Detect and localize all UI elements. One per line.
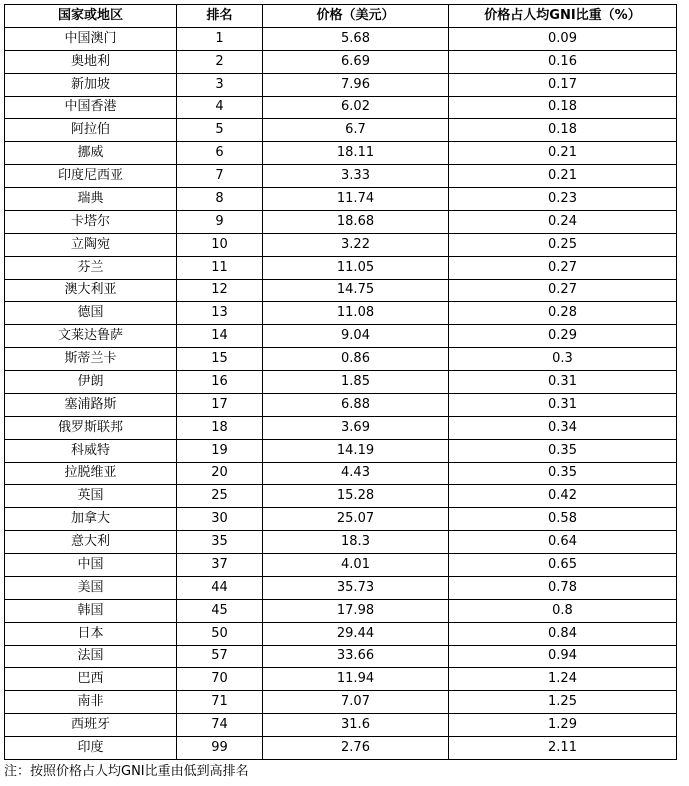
cell-country: 奥地利 bbox=[5, 50, 177, 73]
cell-rank: 30 bbox=[177, 508, 263, 531]
cell-gni-share: 0.27 bbox=[449, 279, 677, 302]
cell-country: 南非 bbox=[5, 691, 177, 714]
cell-rank: 99 bbox=[177, 737, 263, 760]
cell-gni-share: 0.24 bbox=[449, 210, 677, 233]
cell-gni-share: 0.65 bbox=[449, 554, 677, 577]
table-row bbox=[5, 119, 677, 142]
cell-rank: 57 bbox=[177, 645, 263, 668]
cell-rank: 20 bbox=[177, 462, 263, 485]
cell-country: 英国 bbox=[5, 485, 177, 508]
cell-price: 5.68 bbox=[263, 27, 449, 50]
cell-price: 4.01 bbox=[263, 554, 449, 577]
cell-gni-share: 0.23 bbox=[449, 188, 677, 211]
cell-price: 15.28 bbox=[263, 485, 449, 508]
cell-rank: 2 bbox=[177, 50, 263, 73]
table-row bbox=[5, 737, 677, 760]
cell-country: 澳大利亚 bbox=[5, 279, 177, 302]
cell-country: 芬兰 bbox=[5, 256, 177, 279]
table-row bbox=[5, 348, 677, 371]
table-row bbox=[5, 691, 677, 714]
header-country: 国家或地区 bbox=[5, 5, 177, 28]
cell-gni-share: 0.21 bbox=[449, 165, 677, 188]
table-row bbox=[5, 210, 677, 233]
cell-gni-share: 0.3 bbox=[449, 348, 677, 371]
cell-rank: 19 bbox=[177, 439, 263, 462]
cell-gni-share: 0.64 bbox=[449, 531, 677, 554]
cell-country: 法国 bbox=[5, 645, 177, 668]
cell-rank: 5 bbox=[177, 119, 263, 142]
cell-price: 3.69 bbox=[263, 416, 449, 439]
data-table bbox=[4, 4, 677, 760]
cell-price: 1.85 bbox=[263, 371, 449, 394]
cell-gni-share: 0.18 bbox=[449, 96, 677, 119]
cell-gni-share: 0.35 bbox=[449, 439, 677, 462]
table-row bbox=[5, 165, 677, 188]
cell-gni-share: 0.42 bbox=[449, 485, 677, 508]
cell-rank: 12 bbox=[177, 279, 263, 302]
cell-gni-share: 0.17 bbox=[449, 73, 677, 96]
table-row bbox=[5, 256, 677, 279]
header-gni-share: 价格占人均GNI比重（%） bbox=[449, 5, 677, 28]
cell-price: 7.96 bbox=[263, 73, 449, 96]
cell-country: 拉脱维亚 bbox=[5, 462, 177, 485]
cell-country: 德国 bbox=[5, 302, 177, 325]
cell-rank: 13 bbox=[177, 302, 263, 325]
table-row bbox=[5, 462, 677, 485]
cell-price: 18.3 bbox=[263, 531, 449, 554]
cell-gni-share: 0.94 bbox=[449, 645, 677, 668]
cell-price: 4.43 bbox=[263, 462, 449, 485]
footnote: 注：按照价格占人均GNI比重由低到高排名 bbox=[4, 764, 249, 779]
cell-gni-share: 0.18 bbox=[449, 119, 677, 142]
table-row bbox=[5, 668, 677, 691]
table-row bbox=[5, 599, 677, 622]
cell-price: 0.86 bbox=[263, 348, 449, 371]
table-row bbox=[5, 485, 677, 508]
cell-country: 科威特 bbox=[5, 439, 177, 462]
cell-price: 3.22 bbox=[263, 233, 449, 256]
cell-gni-share: 0.25 bbox=[449, 233, 677, 256]
cell-rank: 10 bbox=[177, 233, 263, 256]
cell-price: 11.74 bbox=[263, 188, 449, 211]
cell-price: 33.66 bbox=[263, 645, 449, 668]
cell-rank: 18 bbox=[177, 416, 263, 439]
cell-rank: 16 bbox=[177, 371, 263, 394]
cell-price: 11.08 bbox=[263, 302, 449, 325]
header-rank: 排名 bbox=[177, 5, 263, 28]
cell-rank: 70 bbox=[177, 668, 263, 691]
cell-rank: 35 bbox=[177, 531, 263, 554]
cell-rank: 15 bbox=[177, 348, 263, 371]
cell-gni-share: 0.84 bbox=[449, 622, 677, 645]
cell-price: 17.98 bbox=[263, 599, 449, 622]
cell-country: 立陶宛 bbox=[5, 233, 177, 256]
cell-price: 35.73 bbox=[263, 576, 449, 599]
cell-price: 6.7 bbox=[263, 119, 449, 142]
cell-price: 29.44 bbox=[263, 622, 449, 645]
cell-rank: 9 bbox=[177, 210, 263, 233]
cell-gni-share: 0.78 bbox=[449, 576, 677, 599]
cell-country: 阿拉伯 bbox=[5, 119, 177, 142]
cell-rank: 8 bbox=[177, 188, 263, 211]
cell-rank: 1 bbox=[177, 27, 263, 50]
cell-price: 2.76 bbox=[263, 737, 449, 760]
cell-gni-share: 0.16 bbox=[449, 50, 677, 73]
cell-price: 3.33 bbox=[263, 165, 449, 188]
table-row bbox=[5, 576, 677, 599]
table-row bbox=[5, 416, 677, 439]
cell-gni-share: 0.31 bbox=[449, 393, 677, 416]
cell-country: 美国 bbox=[5, 576, 177, 599]
table-row bbox=[5, 531, 677, 554]
cell-rank: 50 bbox=[177, 622, 263, 645]
table-row bbox=[5, 142, 677, 165]
cell-rank: 4 bbox=[177, 96, 263, 119]
cell-price: 14.75 bbox=[263, 279, 449, 302]
cell-gni-share: 1.29 bbox=[449, 714, 677, 737]
cell-gni-share: 0.34 bbox=[449, 416, 677, 439]
cell-gni-share: 0.35 bbox=[449, 462, 677, 485]
cell-country: 西班牙 bbox=[5, 714, 177, 737]
cell-price: 7.07 bbox=[263, 691, 449, 714]
cell-rank: 25 bbox=[177, 485, 263, 508]
table-row bbox=[5, 188, 677, 211]
cell-country: 塞浦路斯 bbox=[5, 393, 177, 416]
cell-gni-share: 0.31 bbox=[449, 371, 677, 394]
cell-country: 卡塔尔 bbox=[5, 210, 177, 233]
table-row bbox=[5, 371, 677, 394]
cell-country: 中国澳门 bbox=[5, 27, 177, 50]
cell-price: 6.69 bbox=[263, 50, 449, 73]
cell-country: 俄罗斯联邦 bbox=[5, 416, 177, 439]
cell-rank: 7 bbox=[177, 165, 263, 188]
cell-gni-share: 0.8 bbox=[449, 599, 677, 622]
cell-country: 巴西 bbox=[5, 668, 177, 691]
table-row bbox=[5, 554, 677, 577]
cell-rank: 74 bbox=[177, 714, 263, 737]
table-row bbox=[5, 393, 677, 416]
table-row bbox=[5, 325, 677, 348]
cell-gni-share: 0.58 bbox=[449, 508, 677, 531]
table-body bbox=[5, 27, 677, 759]
table-row bbox=[5, 96, 677, 119]
table-row bbox=[5, 73, 677, 96]
table-row bbox=[5, 622, 677, 645]
cell-gni-share: 0.09 bbox=[449, 27, 677, 50]
table-row bbox=[5, 233, 677, 256]
table-row bbox=[5, 439, 677, 462]
cell-gni-share: 0.29 bbox=[449, 325, 677, 348]
cell-country: 斯蒂兰卡 bbox=[5, 348, 177, 371]
cell-country: 伊朗 bbox=[5, 371, 177, 394]
cell-country: 意大利 bbox=[5, 531, 177, 554]
cell-gni-share: 1.24 bbox=[449, 668, 677, 691]
table-row bbox=[5, 279, 677, 302]
cell-gni-share: 1.25 bbox=[449, 691, 677, 714]
cell-country: 文莱达鲁萨 bbox=[5, 325, 177, 348]
cell-rank: 3 bbox=[177, 73, 263, 96]
cell-price: 11.94 bbox=[263, 668, 449, 691]
header-price: 价格（美元） bbox=[263, 5, 449, 28]
table-row bbox=[5, 508, 677, 531]
table-row bbox=[5, 714, 677, 737]
cell-rank: 71 bbox=[177, 691, 263, 714]
cell-price: 18.11 bbox=[263, 142, 449, 165]
cell-price: 6.88 bbox=[263, 393, 449, 416]
cell-rank: 14 bbox=[177, 325, 263, 348]
cell-rank: 44 bbox=[177, 576, 263, 599]
cell-gni-share: 0.28 bbox=[449, 302, 677, 325]
cell-gni-share: 0.27 bbox=[449, 256, 677, 279]
table-row bbox=[5, 645, 677, 668]
table-row bbox=[5, 50, 677, 73]
cell-country: 瑞典 bbox=[5, 188, 177, 211]
cell-price: 25.07 bbox=[263, 508, 449, 531]
cell-country: 印度尼西亚 bbox=[5, 165, 177, 188]
cell-rank: 37 bbox=[177, 554, 263, 577]
cell-price: 11.05 bbox=[263, 256, 449, 279]
cell-rank: 6 bbox=[177, 142, 263, 165]
table-row bbox=[5, 27, 677, 50]
cell-price: 18.68 bbox=[263, 210, 449, 233]
cell-price: 31.6 bbox=[263, 714, 449, 737]
cell-gni-share: 0.21 bbox=[449, 142, 677, 165]
cell-country: 韩国 bbox=[5, 599, 177, 622]
cell-country: 中国 bbox=[5, 554, 177, 577]
cell-rank: 17 bbox=[177, 393, 263, 416]
cell-rank: 45 bbox=[177, 599, 263, 622]
cell-country: 加拿大 bbox=[5, 508, 177, 531]
cell-country: 挪威 bbox=[5, 142, 177, 165]
cell-country: 日本 bbox=[5, 622, 177, 645]
cell-country: 印度 bbox=[5, 737, 177, 760]
cell-country: 中国香港 bbox=[5, 96, 177, 119]
cell-gni-share: 2.11 bbox=[449, 737, 677, 760]
cell-price: 6.02 bbox=[263, 96, 449, 119]
cell-country: 新加坡 bbox=[5, 73, 177, 96]
cell-price: 14.19 bbox=[263, 439, 449, 462]
cell-price: 9.04 bbox=[263, 325, 449, 348]
cell-rank: 11 bbox=[177, 256, 263, 279]
header-row bbox=[5, 5, 677, 28]
table-row bbox=[5, 302, 677, 325]
